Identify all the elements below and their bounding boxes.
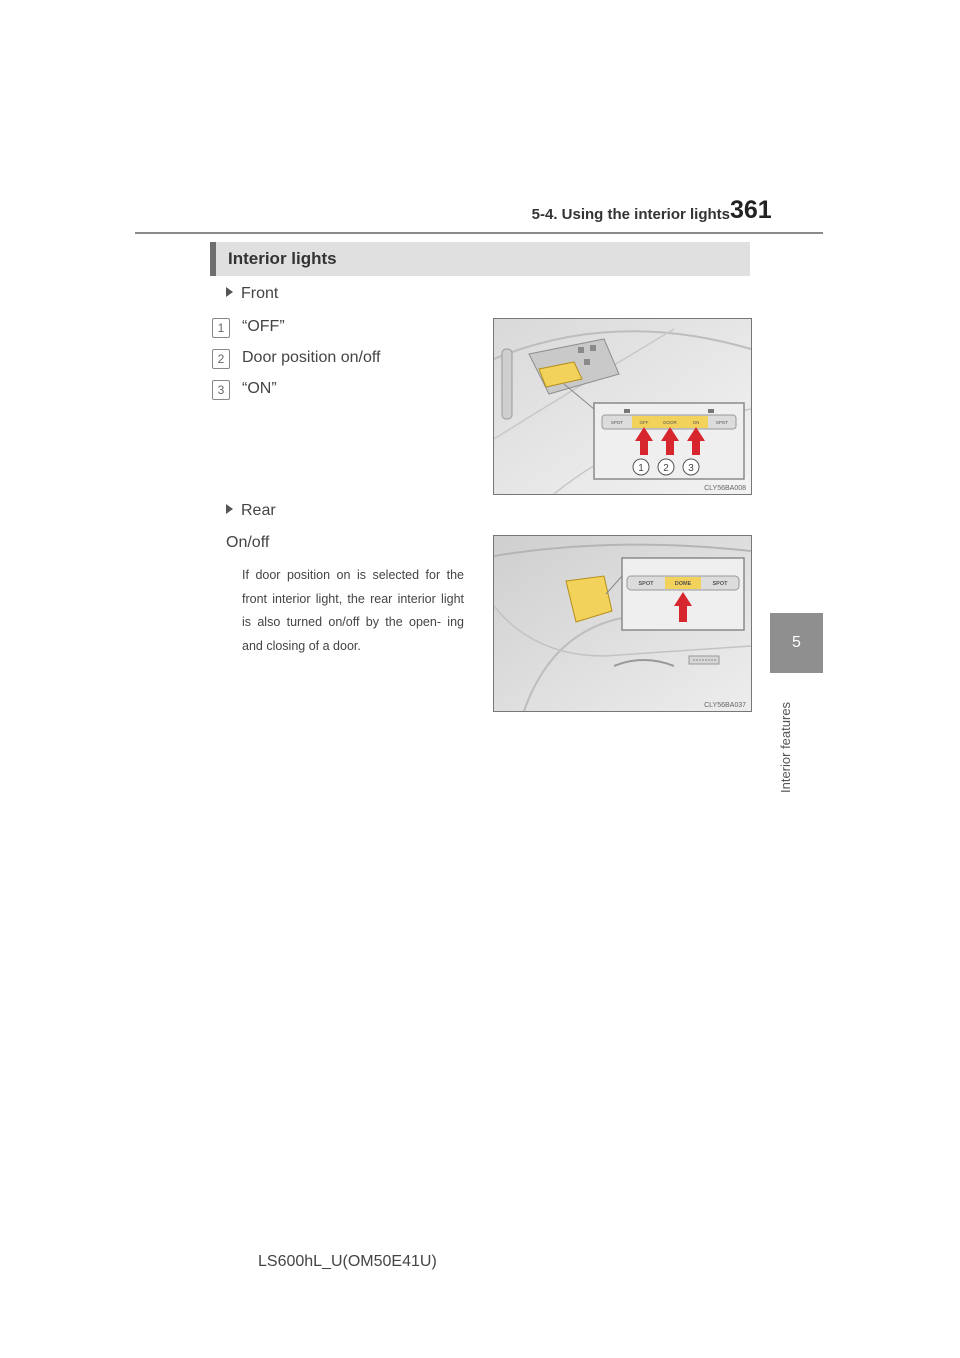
front-light-illustration <box>494 319 751 494</box>
red-arrows <box>635 427 705 455</box>
switch-label-door: DOOR <box>663 420 677 425</box>
chapter-number: 5 <box>792 634 801 651</box>
section-heading <box>210 242 750 276</box>
chapter-label: Interior features <box>778 701 793 793</box>
rear-bullet-text: Rear <box>241 502 276 519</box>
figure-code: CLY56BA008 <box>704 485 746 492</box>
item-number-badge: 3 <box>212 380 230 400</box>
running-header-section: 5-4. Using the interior lights <box>531 206 730 223</box>
item-number-badge: 1 <box>212 318 230 338</box>
header-rule <box>135 232 823 234</box>
front-item-on: “ON” <box>242 380 277 397</box>
switch-label-dome: DOME <box>674 581 692 587</box>
switch-label-on: ON <box>692 420 700 425</box>
rear-note: If door position on is selected for the front interior light, the rear interior light is also turned on/off by the open- ing and closing of a door. <box>242 568 464 653</box>
front-item-door: Door position on/off <box>242 349 381 366</box>
switch-label-off: OFF <box>639 420 649 425</box>
triangle-bullet-icon <box>226 504 233 514</box>
front-bullet <box>226 285 278 303</box>
figure-code: CLY56BA037 <box>704 702 746 709</box>
front-interior-light-figure <box>493 318 752 495</box>
callout-3: 3 <box>688 463 694 474</box>
callout-1: 1 <box>638 463 644 474</box>
chapter-label-container <box>770 673 823 803</box>
rear-light-illustration <box>494 536 751 711</box>
switch-label-spot-left: SPOT <box>638 581 654 587</box>
chapter-tab <box>770 613 823 673</box>
item-number-badge: 2 <box>212 349 230 369</box>
rear-item-onoff: On/off <box>226 534 270 551</box>
switch-label-spot-left: SPOT <box>610 420 624 425</box>
front-item-off: “OFF” <box>242 318 285 335</box>
rear-bullet <box>226 502 276 520</box>
page-number: 361 <box>730 196 772 224</box>
rear-interior-light-figure <box>493 535 752 712</box>
callout-2: 2 <box>663 463 669 474</box>
switch-label-spot-right: SPOT <box>715 420 729 425</box>
section-heading-text: Interior lights <box>228 249 337 268</box>
triangle-bullet-icon <box>226 287 233 297</box>
footer-model-code: LS600hL_U(OM50E41U) <box>258 1253 437 1270</box>
switch-label-spot-right: SPOT <box>712 581 728 587</box>
front-bullet-text: Front <box>241 285 279 302</box>
